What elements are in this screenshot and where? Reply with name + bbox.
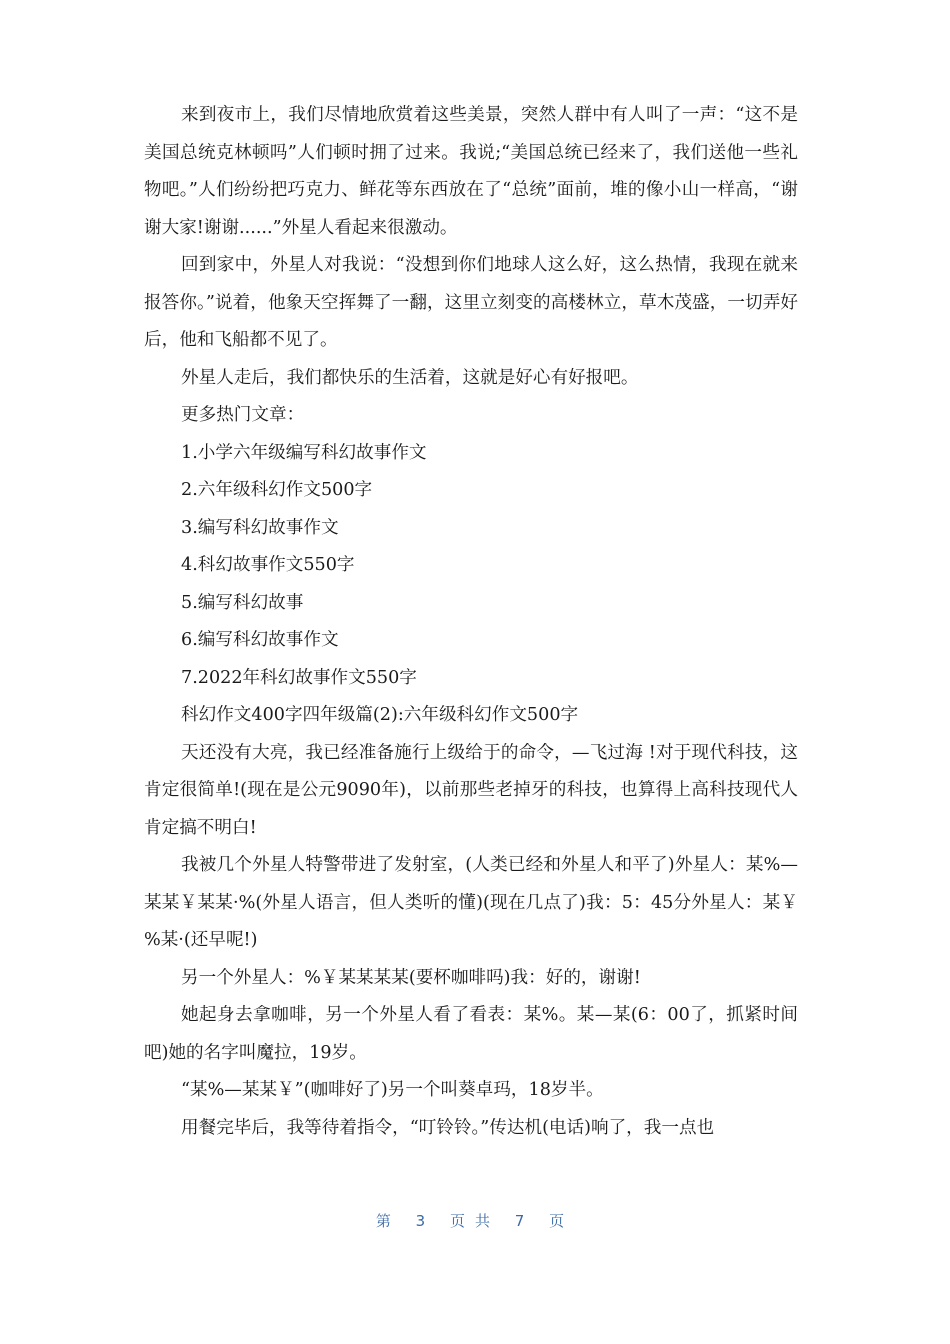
paragraph: “某%—某某￥”(咖啡好了)另一个叫葵卓玛，18岁半。 (181, 1080, 604, 1100)
paragraph: 回到家中，外星人对我说：“没想到你们地球人这么好，这么热情，我现在就来报答你。”说着，他象天空挥舞了一翻，这里立刻变的高楼林立，草木茂盛，一切弄好后，他和飞船都不见了。 (144, 255, 798, 350)
more-articles-heading: 更多热门文章： (181, 405, 305, 425)
paragraph: 另一个外星人：%￥某某某某(要杯咖啡吗)我：好的，谢谢! (181, 967, 641, 988)
list-item[interactable]: 4.科幻故事作文550字 (181, 555, 355, 575)
list-item[interactable]: 2.六年级科幻作文500字 (181, 480, 373, 500)
more-articles-list (144, 435, 798, 698)
document-body (144, 97, 798, 1147)
paragraph: 用餐完毕后，我等待着指令，“叮铃铃。”传达机(电话)响了，我一点也 (181, 1117, 715, 1138)
paragraph: 外星人走后，我们都快乐的生活着，这就是好心有好报吧。 (181, 367, 639, 388)
list-item[interactable]: 6.编写科幻故事作文 (181, 630, 339, 650)
paragraph: 来到夜市上，我们尽情地欣赏着这些美景，突然人群中有人叫了一声：“这不是美国总统克林顿吗”人们顿时拥了过来。我说;“美国总统已经来了，我们送他一些礼物吧。”人们纷纷把巧克力、鲜花等东西放在了“总统”面前，堆的像小山一样高，“谢谢大家!谢谢......”外星人看起来很激动。 (144, 105, 798, 238)
list-item[interactable]: 7.2022年科幻故事作文550字 (181, 667, 417, 688)
list-item[interactable]: 1.小学六年级编写科幻故事作文 (181, 442, 427, 463)
page-footer: 第 3 页共 7 页 (375, 1212, 575, 1230)
paragraph: 我被几个外星人特警带进了发射室，(人类已经和外星人和平了)外星人：某%—某某￥某某·%(外星人语言，但人类听的懂)(现在几点了)我：5：45分外星人：某￥%某·(还早呢!) (144, 855, 798, 950)
list-item[interactable]: 3.编写科幻故事作文 (181, 517, 339, 538)
list-item[interactable]: 5.编写科幻故事 (181, 592, 304, 613)
paragraph: 天还没有大亮，我已经准备施行上级给于的命令，—飞过海 !对于现代科技，这肯定很简单!(现在是公元9090年)，以前那些老掉牙的科技，也算得上高科技现代人肯定搞不明白! (144, 742, 798, 838)
section-title: 科幻作文400字四年级篇(2):六年级科幻作文500字 (181, 705, 579, 725)
paragraph: 她起身去拿咖啡，另一个外星人看了看表：某%。某—某(6：00了，抓紧时间吧)她的名字叫魔拉，19岁。 (144, 1005, 798, 1063)
